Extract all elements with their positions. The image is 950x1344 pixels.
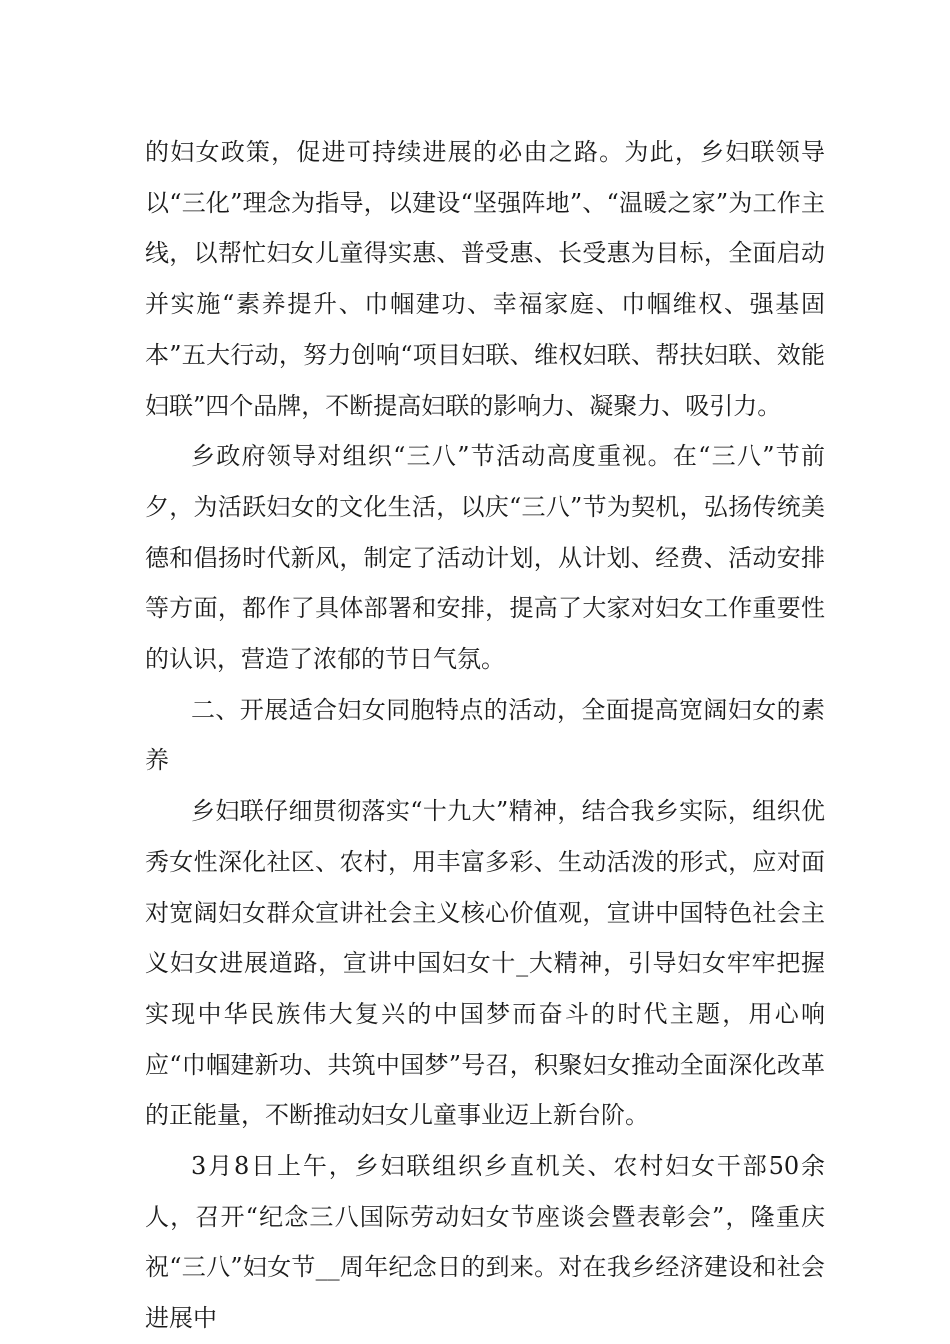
- paragraph-5: 3月8日上午，乡妇联组织乡直机关、农村妇女干部50余人，召开“纪念三八国际劳动妇女节座谈会暨表彰会”，隆重庆祝“三八”妇女节__周年纪念日的到来。对在我乡经济建设和社会进展中: [145, 1152, 825, 1333]
- paragraph-1: 的妇女政策，促进可持续进展的必由之路。为此，乡妇联领导以“三化”理念为指导，以建设“坚强阵地”、“温暖之家”为工作主线，以帮忙妇女儿童得实惠、普受惠、长受惠为目标，全面启动并实施“素养提升、巾帼建功、幸福家庭、巾帼维权、强基固本”五大行动，努力创响“项目妇联、维权妇联、帮扶妇联、效能妇联”四个品牌，不断提高妇联的影响力、凝聚力、吸引力。: [145, 138, 825, 420]
- section-heading-2: 二、开展适合妇女同胞特点的活动，全面提高宽阔妇女的素养: [145, 695, 825, 775]
- document-body: [145, 127, 825, 1344]
- paragraph-4: 乡妇联仔细贯彻落实“十九大”精神，结合我乡实际，组织优秀女性深化社区、农村，用丰富多彩、生动活泼的形式，应对面对宽阔妇女群众宣讲社会主义核心价值观，宣讲中国特色社会主义妇女进展道路，宣讲中国妇女十_大精神，引导妇女牢牢把握实现中华民族伟大复兴的中国梦而奋斗的时代主题，用心响应“巾帼建新功、共筑中国梦”号召，积聚妇女推动全面深化改革的正能量，不断推动妇女儿童事业迈上新台阶。: [145, 797, 825, 1130]
- paragraph-2: 乡政府领导对组织“三八”节活动高度重视。在“三八”节前夕，为活跃妇女的文化生活，以庆“三八”节为契机，弘扬传统美德和倡扬时代新风，制定了活动计划，从计划、经费、活动安排等方面，都作了具体部署和安排，提高了大家对妇女工作重要性的认识，营造了浓郁的节日气氛。: [145, 442, 825, 674]
